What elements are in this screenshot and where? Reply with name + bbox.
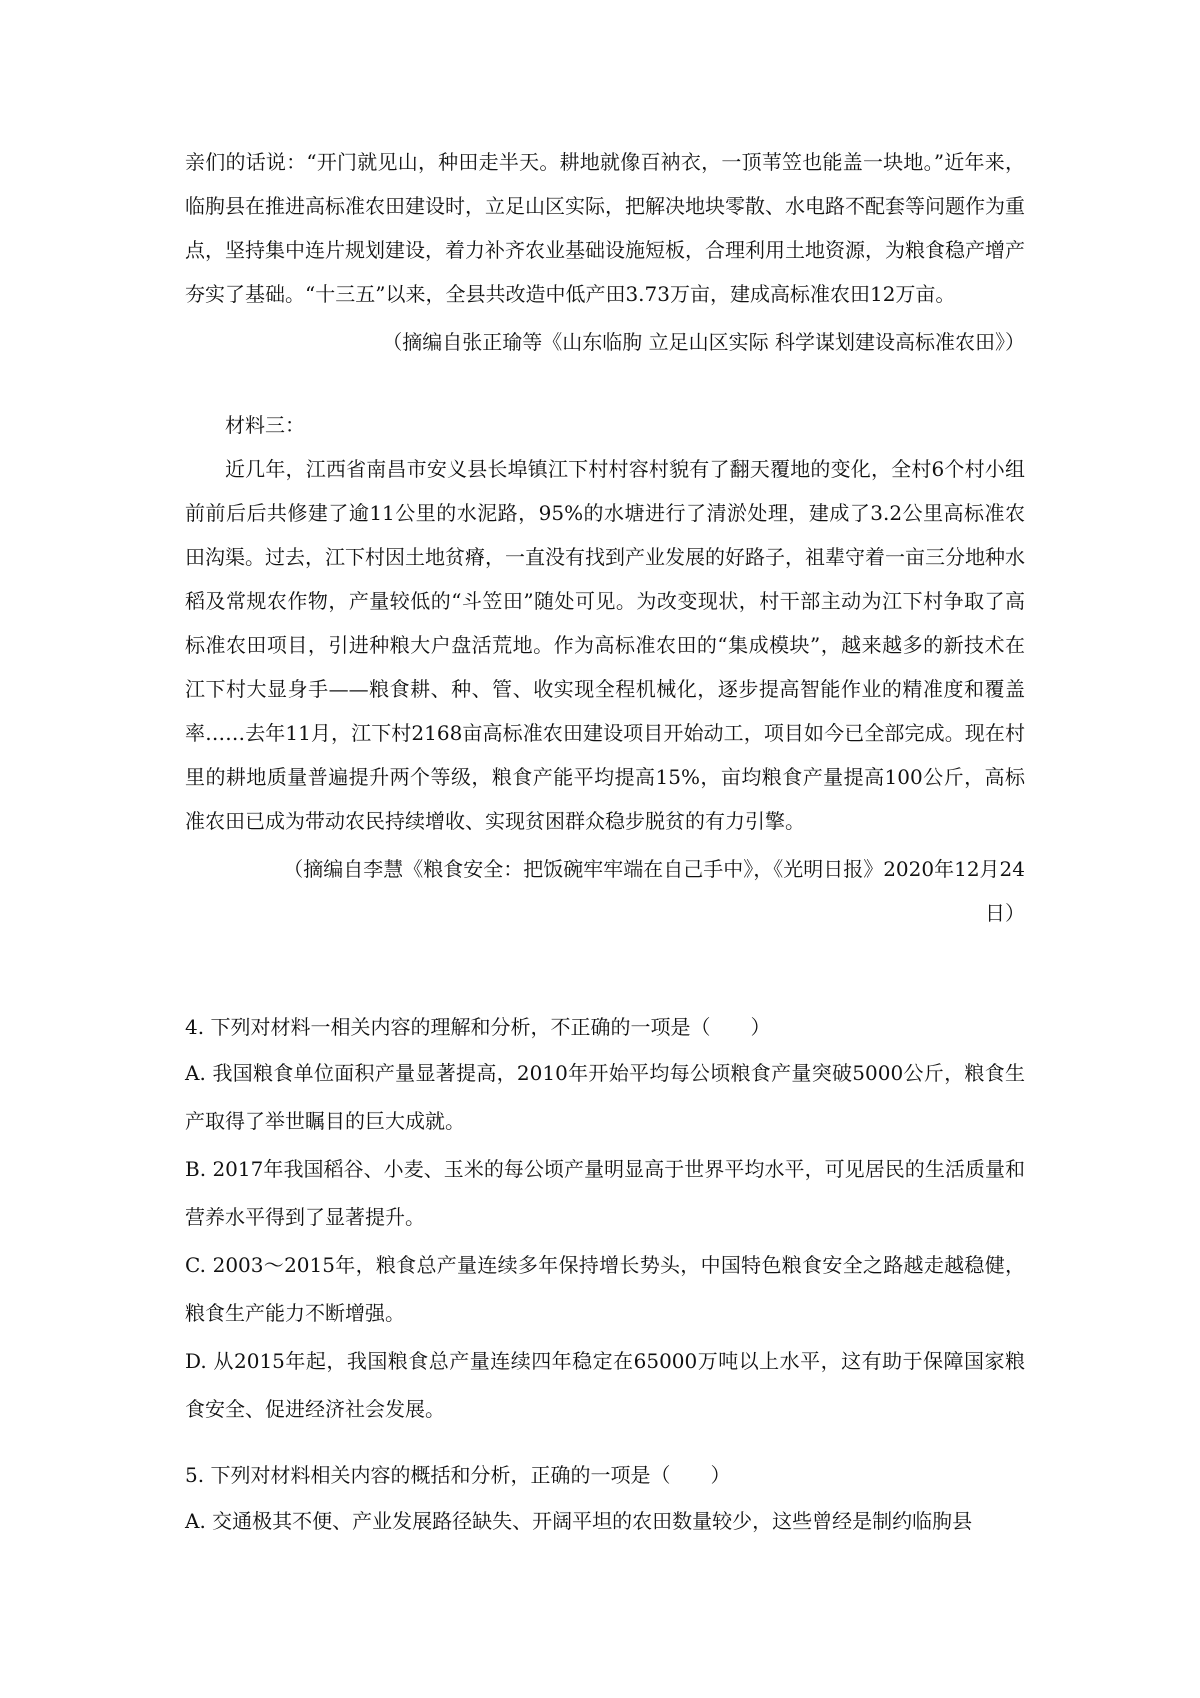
question-4-option-c: C. 2003～2015年，粮食总产量连续多年保持增长势头，中国特色粮食安全之路越走越稳健，粮食生产能力不断增强。 [185,1253,1025,1325]
question-4-option-d: D. 从2015年起，我国粮食总产量连续四年稳定在65000万吨以上水平，这有助于保障国家粮食安全、促进经济社会发展。 [185,1349,1025,1421]
question-5-option-a: A. 交通极其不便、产业发展路径缺失、开阔平坦的农田数量较少，这些曾经是制约临朐县 [185,1509,973,1533]
question-5 [185,1453,1025,1545]
material3-source-line1: （摘编自李慧《粮食安全：把饭碗牢牢端在自己手中》，《光明日报》2020年12月24 [283,857,1025,881]
question-4-option-b: B. 2017年我国稻谷、小麦、玉米的每公顷产量明显高于世界平均水平，可见居民的生活质量和营养水平得到了显著提升。 [185,1157,1025,1229]
material2-paragraph: 亲们的话说：“开门就见山，种田走半天。耕地就像百衲衣，一顶苇笠也能盖一块地。”近年来，临朐县在推进高标准农田建设时，立足山区实际，把解决地块零散、水电路不配套等问题作为重点，坚持集中连片规划建设，着力补齐农业基础设施短板，合理利用土地资源，为粮食稳产增产夯实了基础。“十三五”以来，全县共改造中低产田3.73万亩，建成高标准农田12万亩。 [185,150,1025,306]
material3-label: 材料三： [225,413,305,437]
material3-section [185,403,1025,935]
question-4-stem: 4. 下列对材料一相关内容的理解和分析，不正确的一项是（ ） [185,1015,771,1039]
material2-source: （摘编自张正瑜等《山东临朐 立足山区实际 科学谋划建设高标准农田》） [382,330,1025,354]
question-4-option-a: A. 我国粮食单位面积产量显著提高，2010年开始平均每公顷粮食产量突破5000公斤，粮食生产取得了举世瞩目的巨大成就。 [185,1061,1025,1133]
material3-paragraph: 近几年，江西省南昌市安义县长埠镇江下村村容村貌有了翻天覆地的变化，全村6个村小组前前后后共修建了逾11公里的水泥路，95%的水塘进行了清淤处理，建成了3.2公里高标准农田沟渠。过去，江下村因土地贫瘠，一直没有找到产业发展的好路子，祖辈守着一亩三分地种水稻及常规农作物，产量较低的“斗笠田”随处可见。为改变现状，村干部主动为江下村争取了高标准农田项目，引进种粮大户盘活荒地。作为高标准农田的“集成模块”，越来越多的新技术在江下村大显身手——粮食耕、种、管、收实现全程机械化，逐步提高智能作业的精准度和覆盖率……去年11月，江下村2168亩高标准农田建设项目开始动工，项目如今已全部完成。现在村里的耕地质量普遍提升两个等级，粮食产能平均提高15%，亩均粮食产量提高100公斤，高标准农田已成为带动农民持续增收、实现贫困群众稳步脱贫的有力引擎。 [185,457,1025,833]
question-5-stem: 5. 下列对材料相关内容的概括和分析，正确的一项是（ ） [185,1463,731,1487]
question-4 [185,1005,1025,1433]
material3-source-line2: 日） [985,901,1025,925]
material2-tail [185,140,1025,364]
